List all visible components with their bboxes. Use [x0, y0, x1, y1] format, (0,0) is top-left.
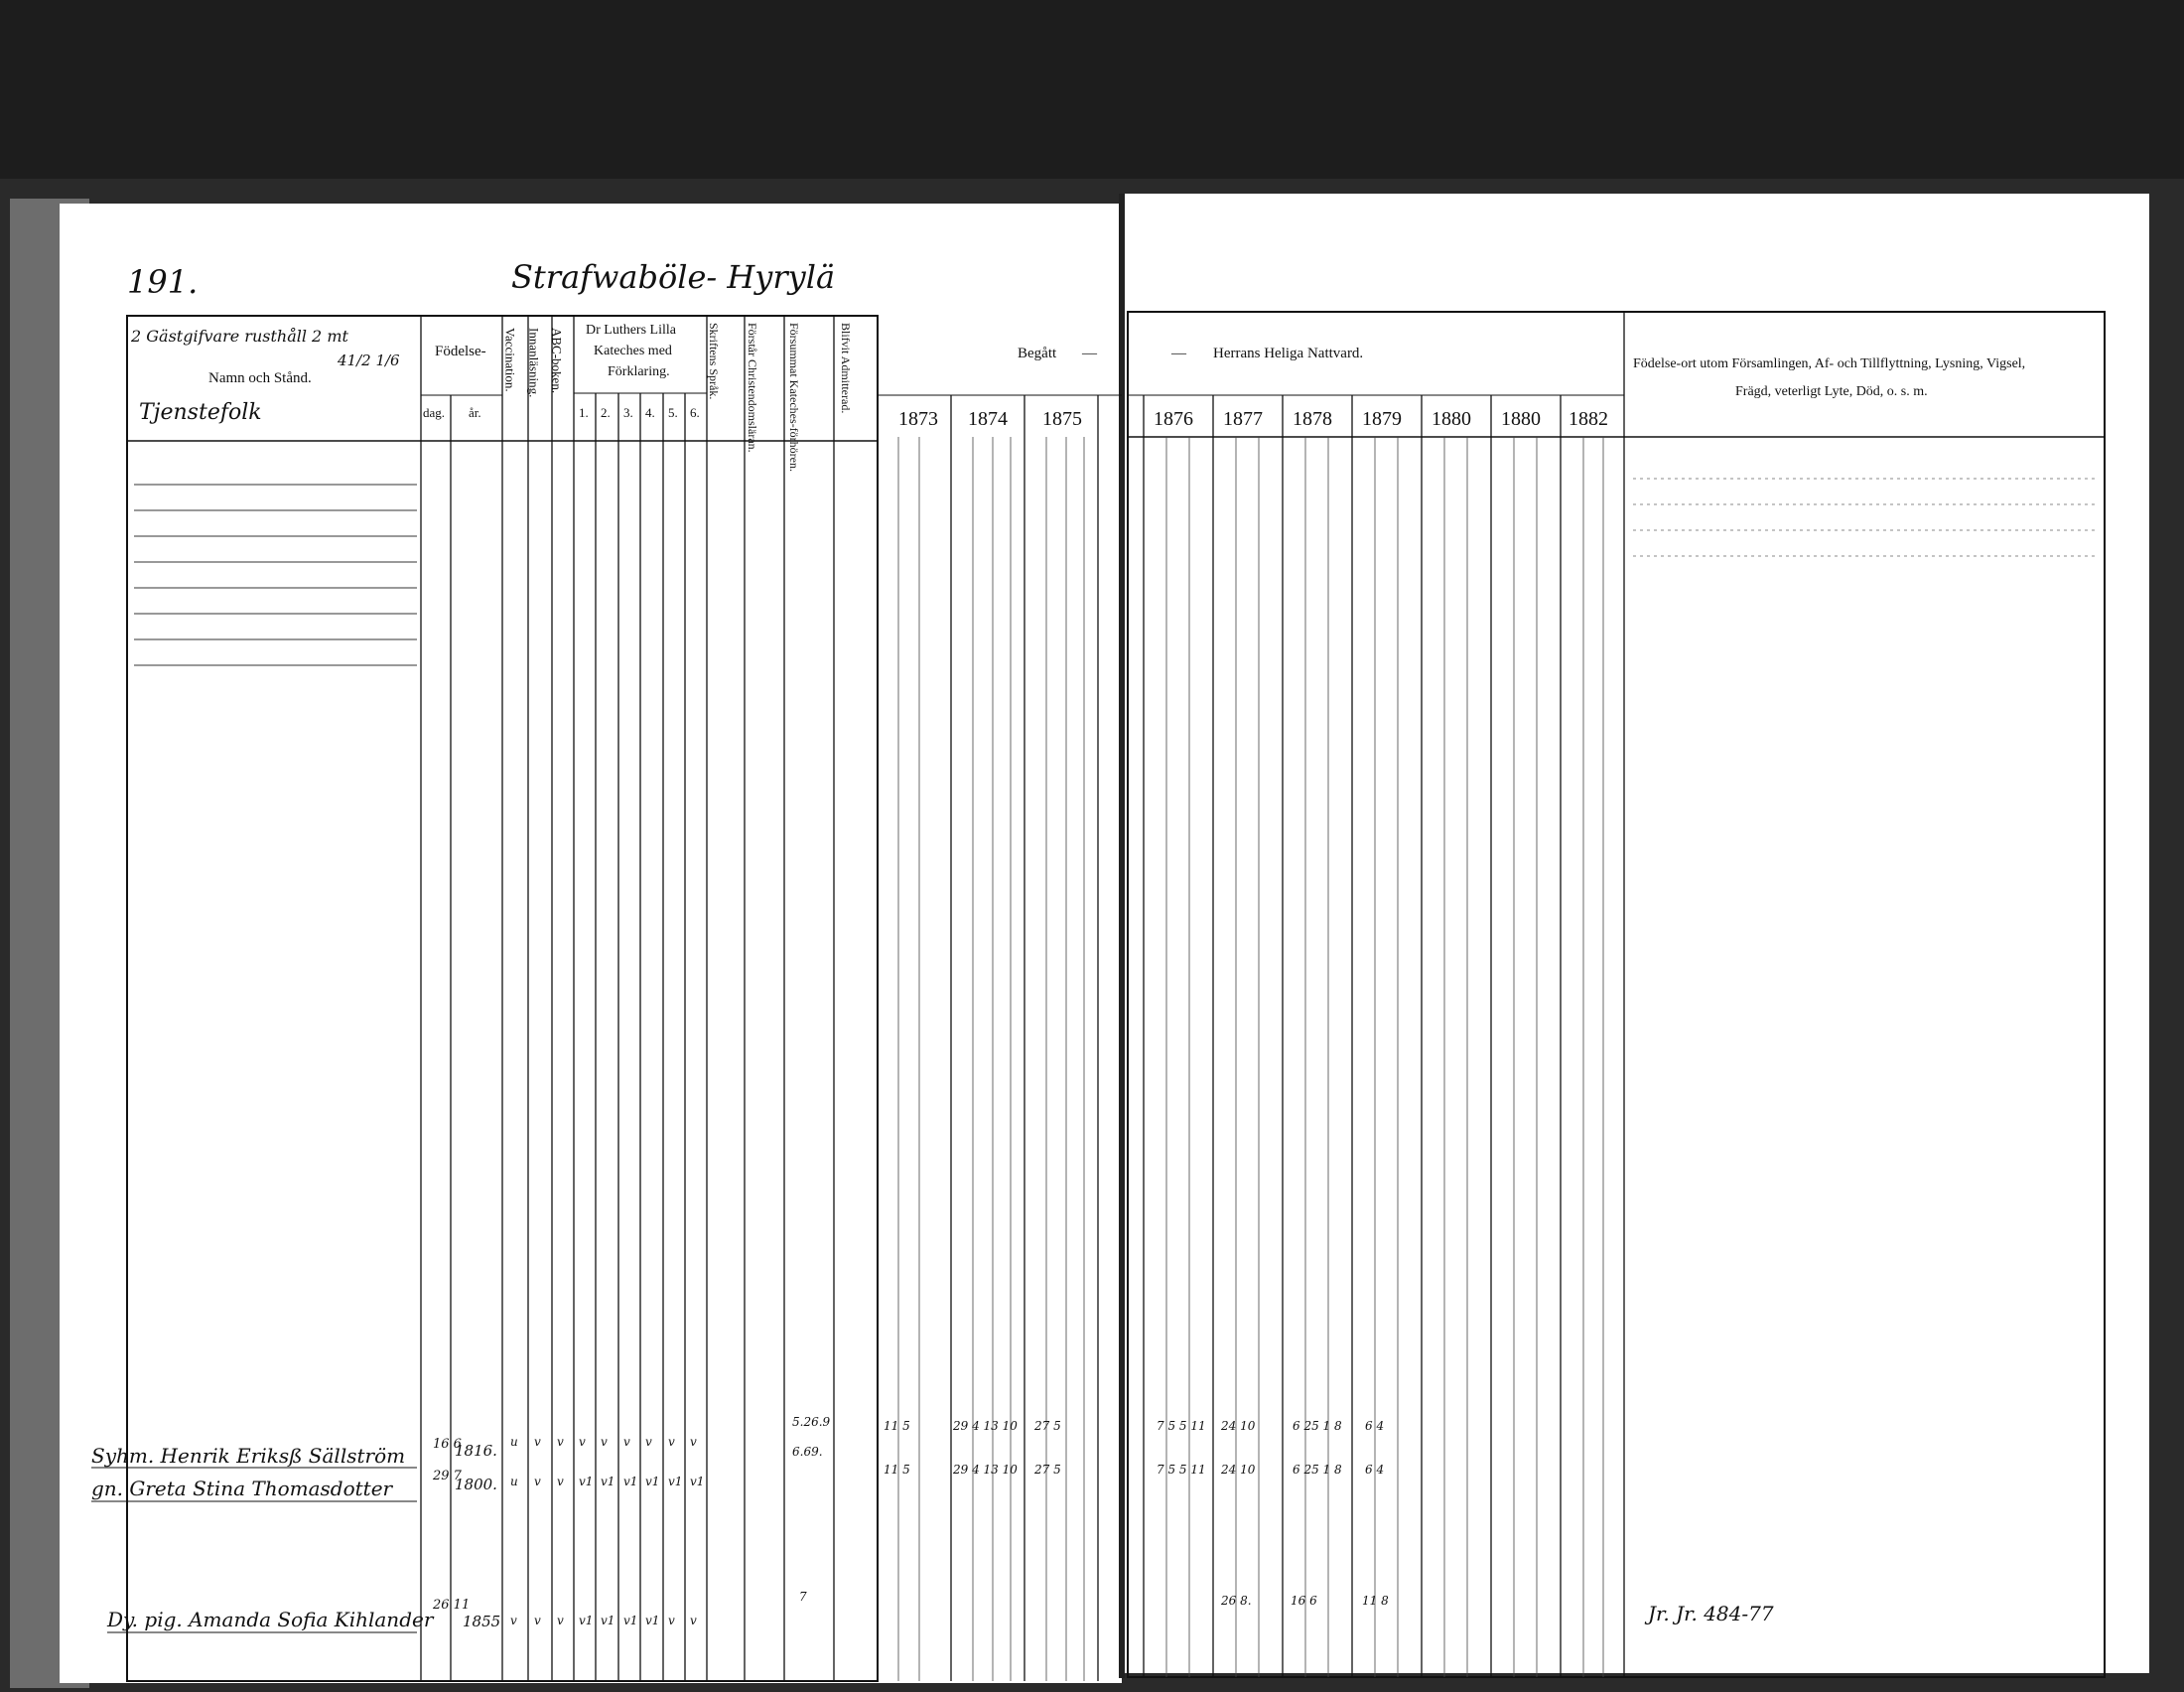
header-blifvit: Blifvit Admitterad. — [839, 323, 853, 414]
mark-cell: v — [690, 1435, 697, 1449]
year-1876: 1876 — [1154, 408, 1193, 430]
header-innanlasning: Innanläsning. — [526, 328, 542, 398]
person-forsummat: 6.69. — [792, 1445, 823, 1459]
person-ar: 1816. — [455, 1442, 497, 1460]
person-1876: 7 5 5 11 — [1157, 1463, 1206, 1477]
person-remarks: Jr. Jr. 484-77 — [1648, 1602, 1774, 1625]
mark-cell: v — [668, 1435, 675, 1449]
mark-cell: v1 — [623, 1475, 638, 1488]
header-begatt: Begått — [1018, 346, 1057, 361]
year-1880a: 1880 — [1432, 408, 1471, 430]
header-dag: dag. — [423, 405, 446, 420]
mark-cell: u — [510, 1435, 518, 1449]
year-1879: 1879 — [1362, 408, 1402, 430]
mark-cell: v — [579, 1435, 586, 1449]
mark-cell: v — [510, 1614, 517, 1627]
header-dash-right: — — [1171, 346, 1186, 361]
page-number: 191. — [127, 263, 199, 301]
person-forsummat: 5.26.9 — [792, 1415, 831, 1429]
kateches-col-2: 2. — [601, 405, 611, 420]
person-1873: 11 5 — [884, 1463, 910, 1477]
person-1875: 27 5 — [1034, 1419, 1061, 1433]
mark-cell: v — [645, 1435, 652, 1449]
person-forsummat: 7 — [799, 1590, 807, 1604]
mark-cell: v1 — [579, 1475, 594, 1488]
mark-cell: v1 — [645, 1614, 660, 1627]
mark-cell: u — [510, 1475, 518, 1488]
header-skriftens: Skriftens Språk. — [707, 323, 721, 400]
year-1882: 1882 — [1569, 408, 1608, 430]
mark-cell: v — [557, 1435, 564, 1449]
person-1877: 24 10 — [1221, 1463, 1256, 1477]
header-kateches: Kateches med — [594, 344, 672, 358]
mark-cell: v1 — [690, 1475, 705, 1488]
header-abc: ABC-boken. — [549, 328, 565, 394]
mark-cell: v — [557, 1614, 564, 1627]
year-1878: 1878 — [1293, 408, 1332, 430]
kateches-col-6: 6. — [690, 405, 700, 420]
person-marks — [510, 1435, 697, 1449]
year-1877: 1877 — [1223, 408, 1263, 430]
year-1875: 1875 — [1042, 408, 1082, 430]
annotation-fraction: 41/2 1/6 — [338, 352, 400, 369]
mark-cell: v — [623, 1435, 630, 1449]
person-1878: 6 25 1 8 — [1293, 1463, 1342, 1477]
year-1880b: 1880 — [1501, 408, 1541, 430]
header-luther: Dr Luthers Lilla — [586, 323, 676, 338]
person-1874: 29 4 13 10 — [953, 1463, 1018, 1477]
mark-cell: v — [557, 1475, 564, 1488]
page-place: Strafwaböle- Hyrylä — [511, 258, 836, 296]
mark-cell: v1 — [668, 1475, 683, 1488]
mark-cell: v — [534, 1475, 541, 1488]
year-labels — [898, 408, 1608, 430]
year-1873: 1873 — [898, 408, 938, 430]
person-ar: 1855 — [463, 1613, 501, 1630]
person-1875: 27 5 — [1034, 1463, 1061, 1477]
annotation-left: Tjenstefolk — [139, 400, 262, 425]
person-1878: 16 6 — [1291, 1594, 1317, 1608]
header-fodelse: Födelse- — [435, 344, 486, 359]
kateches-col-5: 5. — [668, 405, 678, 420]
person-marks — [510, 1475, 704, 1488]
person-1879: 11 8 — [1362, 1594, 1389, 1608]
kateches-col-1: 1. — [579, 405, 589, 420]
header-remarks: Födelse-ort utom Församlingen, Af- och Tillflyttning, Lysning, Vigsel, — [1633, 356, 2026, 371]
header-ar: år. — [469, 405, 481, 420]
header-vaccination: Vaccination. — [502, 328, 518, 392]
right-page — [1122, 194, 2149, 1673]
person-dag: 29 7 — [433, 1469, 462, 1483]
person-name: gn. Greta Stina Thomasdotter — [91, 1477, 393, 1500]
person-name: Dy. pig. Amanda Sofia Kihlander — [107, 1608, 434, 1631]
mark-cell: v1 — [601, 1614, 615, 1627]
mark-cell: v — [690, 1614, 697, 1627]
mark-cell: v — [601, 1435, 608, 1449]
mark-cell: v1 — [601, 1475, 615, 1488]
person-1877: 26 8. — [1221, 1594, 1252, 1608]
header-dash-left: — — [1082, 346, 1097, 361]
person-ar: 1800. — [455, 1476, 497, 1493]
header-forklaring: Förklaring. — [608, 364, 670, 379]
header-forstar: Förstår Christendomsläran. — [746, 323, 759, 453]
annotation-top: 2 Gästgifvare rusthåll 2 mt — [131, 327, 348, 346]
person-1878: 6 25 1 8 — [1293, 1419, 1342, 1433]
mark-cell: v1 — [579, 1614, 594, 1627]
mark-cell: v — [534, 1435, 541, 1449]
person-1876: 7 5 5 11 — [1157, 1419, 1206, 1433]
mark-cell: v1 — [645, 1475, 660, 1488]
mark-cell: v1 — [623, 1614, 638, 1627]
mark-cell: v — [534, 1614, 541, 1627]
header-forsummat: Försummat Kateches-förhören. — [787, 323, 801, 472]
header-herrans: Herrans Heliga Nattvard. — [1213, 346, 1364, 361]
person-dag: 16 6 — [433, 1437, 462, 1452]
scan-top-shadow — [0, 0, 2184, 179]
person-1877: 24 10 — [1221, 1419, 1256, 1433]
person-1874: 29 4 13 10 — [953, 1419, 1018, 1433]
person-name: Syhm. Henrik Eriksß Sällström — [91, 1444, 406, 1468]
year-1874: 1874 — [968, 408, 1008, 430]
header-namn: Namn och Stånd. — [208, 370, 312, 386]
person-1879: 6 4 — [1365, 1419, 1385, 1433]
person-marks — [510, 1614, 697, 1627]
kateches-col-3: 3. — [623, 405, 633, 420]
person-1879: 6 4 — [1365, 1463, 1385, 1477]
kateches-col-4: 4. — [645, 405, 655, 420]
person-dag: 26 11 — [433, 1598, 471, 1613]
person-1873: 11 5 — [884, 1419, 910, 1433]
mark-cell: v — [668, 1614, 675, 1627]
header-remarks-2: Frägd, veterligt Lyte, Död, o. s. m. — [1735, 384, 1928, 399]
